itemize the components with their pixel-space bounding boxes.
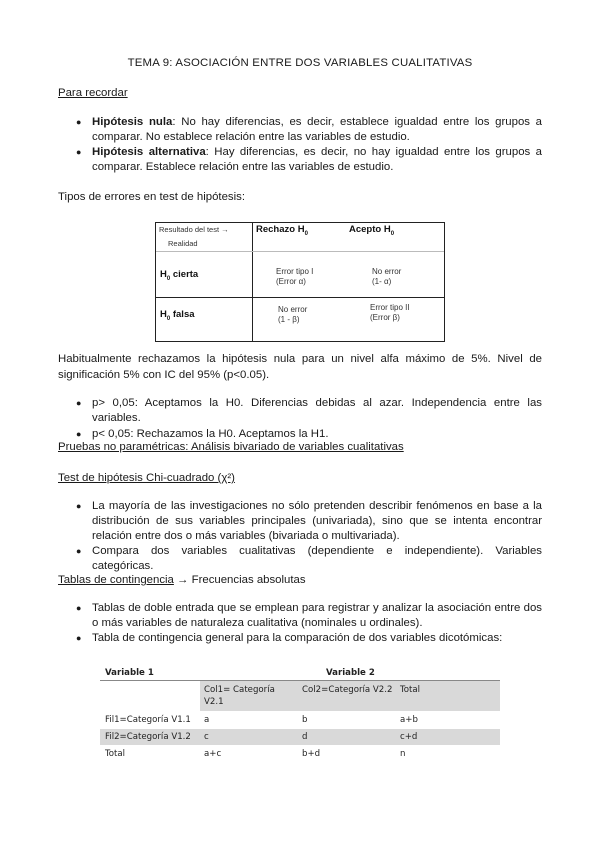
table-row: Fil1=Categoría V1.1 a b a+b: [105, 715, 418, 725]
cell-no-error-1: No error: [372, 267, 402, 276]
cell-one-minus-beta: (1 - β): [278, 315, 300, 324]
list-item: ● Hipótesis nula: No hay diferencias, es decir, establece igualdad entre los grupos a comparar. No establece relación entre las variables de estudio.: [76, 116, 542, 143]
test-chi-heading: Test de hipótesis Chi-cuadrado (χ²): [58, 472, 235, 484]
tablas-contingencia-line: Tablas de contingencia → Frecuencias absolutas: [58, 574, 306, 586]
table-row: Fil2=Categoría V1.2 c d c+d: [100, 729, 500, 745]
chi-list: [58, 499, 542, 574]
table-header: Total: [400, 685, 421, 695]
corner-result-label: Resultado del test →: [159, 225, 229, 234]
var1-label: Variable 1: [105, 668, 154, 678]
table-header: Col2=Categoría V2.2: [302, 685, 393, 695]
var2-label: Variable 2: [326, 668, 375, 678]
habitualmente-paragraph: Habitualmente rechazamos la hipótesis nula para un nivel alfa máximo de 5%. Nivel de significación 5% con IC del 95% (p<0.05).: [58, 353, 542, 381]
col-rechazo: Rechazo $H_0$: [256, 224, 308, 237]
pruebas-heading: Pruebas no paramétricas: Análisis bivariado de variables cualitativas: [58, 441, 404, 453]
p-value-list: [58, 396, 542, 442]
corner-reality-label: Realidad: [168, 239, 198, 248]
tipos-errores-label: Tipos de errores en test de hipótesis:: [58, 191, 245, 203]
list-item: ● Hipótesis alternativa: Hay diferencias, es decir, no hay igualdad entre los grupos a comparar. Establece relación entre las variables de estudio.: [76, 146, 542, 173]
list-item: ● La mayoría de las investigaciones no sólo pretenden describir fenómenos en base a la distribución de sus variables principales (univariada), sino que se intenta encontrar relación entre dos o más variables (bivariada o multivariada).: [76, 500, 542, 542]
table-row: Total a+c b+d n: [105, 749, 406, 759]
list-item: ● Tabla de contingencia general para la comparación de dos variables dicotómicas:: [76, 632, 503, 644]
list-item: ● p> 0,05: Aceptamos la H0. Diferencias debidas al azar. Independencia entre las variables.: [76, 397, 542, 424]
list-item: ● Tablas de doble entrada que se emplean para registrar y analizar la asociación entre dos o más variables de naturaleza cualitativa (nominales u ordinales).: [76, 602, 542, 629]
cell-error-beta: (Error β): [370, 313, 400, 322]
cell-no-error-2: No error: [278, 305, 308, 314]
para-recordar-heading: Para recordar: [58, 87, 128, 99]
cell-error-alpha: (Error α): [276, 277, 306, 286]
cell-one-minus-alpha: (1- α): [372, 277, 392, 286]
hipotesis-list: [58, 115, 542, 175]
row-h0-cierta: $H_0$ cierta: [160, 269, 199, 282]
cell-error-tipo-i: Error tipo I: [276, 267, 314, 276]
error-types-table: [155, 222, 445, 342]
list-item: ● p< 0,05: Rechazamos la H0. Aceptamos la H1.: [76, 428, 329, 440]
cell-error-tipo-ii: Error tipo II: [370, 303, 410, 312]
table-header: Col1= Categoría V2.1: [204, 685, 275, 707]
row-h0-falsa: $H_0$ falsa: [160, 309, 195, 322]
list-item: ● Compara dos variables cualitativas (dependiente e independiente). Variables categóricas.: [76, 545, 542, 572]
page-title: TEMA 9: ASOCIACIÓN ENTRE DOS VARIABLES CUALITATIVAS: [127, 57, 473, 69]
col-acepto: Acepto $H_0$: [349, 224, 395, 237]
tablas-list: [58, 601, 542, 646]
